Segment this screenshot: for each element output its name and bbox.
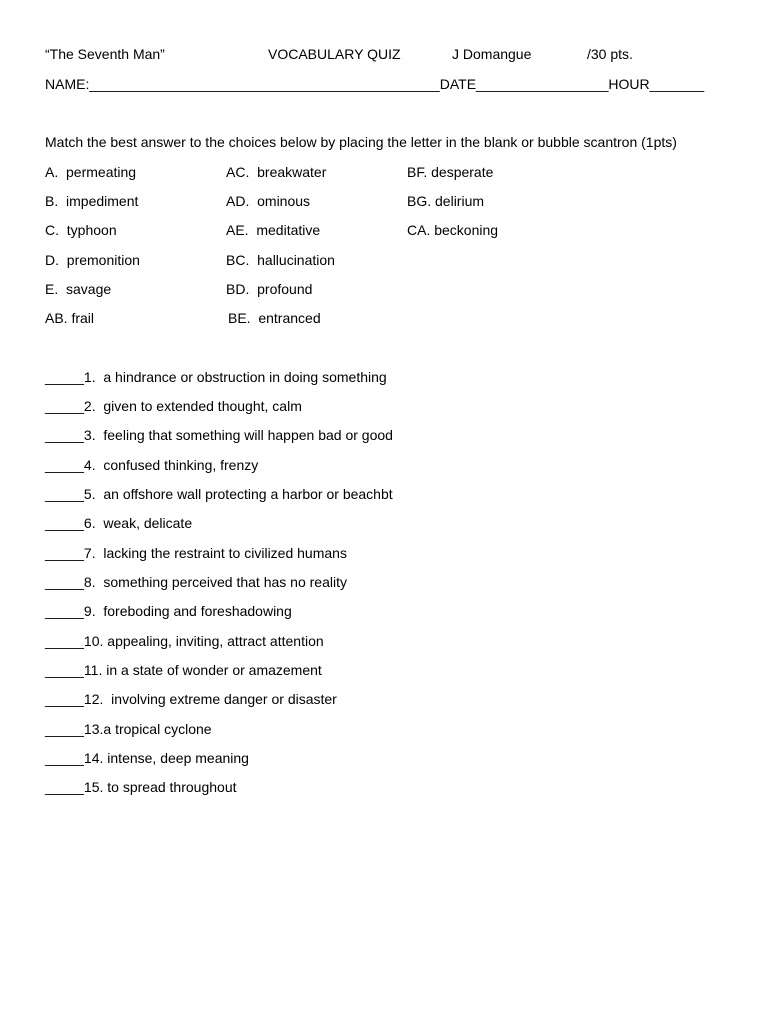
question-item[interactable]: _____8. something perceived that has no reality (45, 574, 347, 590)
hour-blank[interactable]: _______ (649, 76, 705, 92)
choice-item: BG. delirium (407, 193, 485, 209)
choice-item: C. typhoon (45, 222, 117, 238)
points-label: /30 pts. (587, 46, 633, 62)
choice-item: B. impediment (45, 193, 139, 209)
question-item[interactable]: _____13.a tropical cyclone (45, 721, 212, 737)
name-label: NAME: (45, 76, 90, 92)
choice-item: BC. hallucination (226, 252, 335, 268)
name-blank[interactable]: _____________________________________________ (89, 76, 440, 92)
teacher-name: J Domangue (452, 46, 532, 62)
question-item[interactable]: _____5. an offshore wall protecting a harbor or beachbt (45, 486, 393, 502)
choice-item: E. savage (45, 281, 112, 297)
question-item[interactable]: _____2. given to extended thought, calm (45, 398, 302, 414)
choice-item: BD. profound (226, 281, 313, 297)
choice-item: AB. frail (45, 310, 95, 326)
question-item[interactable]: _____6. weak, delicate (45, 515, 193, 531)
choice-item: D. premonition (45, 252, 140, 268)
student-info-line (45, 75, 704, 93)
question-item[interactable]: _____14. intense, deep meaning (45, 750, 249, 766)
story-title: “The Seventh Man” (45, 46, 165, 62)
choice-item: AD. ominous (226, 193, 311, 209)
choice-item: A. permeating (45, 164, 137, 180)
instructions: Match the best answer to the choices below by placing the letter in the blank or bubble scantron (1pts) (45, 134, 677, 150)
question-item[interactable]: _____1. a hindrance or obstruction in doing something (45, 369, 387, 385)
date-blank[interactable]: _________________ (476, 76, 609, 92)
choice-item: CA. beckoning (407, 222, 499, 238)
question-item[interactable]: _____3. feeling that something will happen bad or good (45, 427, 393, 443)
hour-label: HOUR (608, 76, 650, 92)
question-item[interactable]: _____7. lacking the restraint to civilized humans (45, 545, 347, 561)
choice-item: AE. meditative (226, 222, 321, 238)
question-item[interactable]: _____11. in a state of wonder or amazement (45, 662, 322, 678)
question-item[interactable]: _____4. confused thinking, frenzy (45, 457, 259, 473)
choice-item: AC. breakwater (226, 164, 327, 180)
question-item[interactable]: _____10. appealing, inviting, attract attention (45, 633, 324, 649)
question-item[interactable]: _____12. involving extreme danger or disaster (45, 691, 337, 707)
choice-item: BE. entranced (228, 310, 321, 326)
date-label: DATE (439, 76, 477, 92)
question-item[interactable]: _____9. foreboding and foreshadowing (45, 603, 292, 619)
choice-item: BF. desperate (407, 164, 494, 180)
quiz-type-label: VOCABULARY QUIZ (268, 46, 401, 62)
question-item[interactable]: _____15. to spread throughout (45, 779, 237, 795)
